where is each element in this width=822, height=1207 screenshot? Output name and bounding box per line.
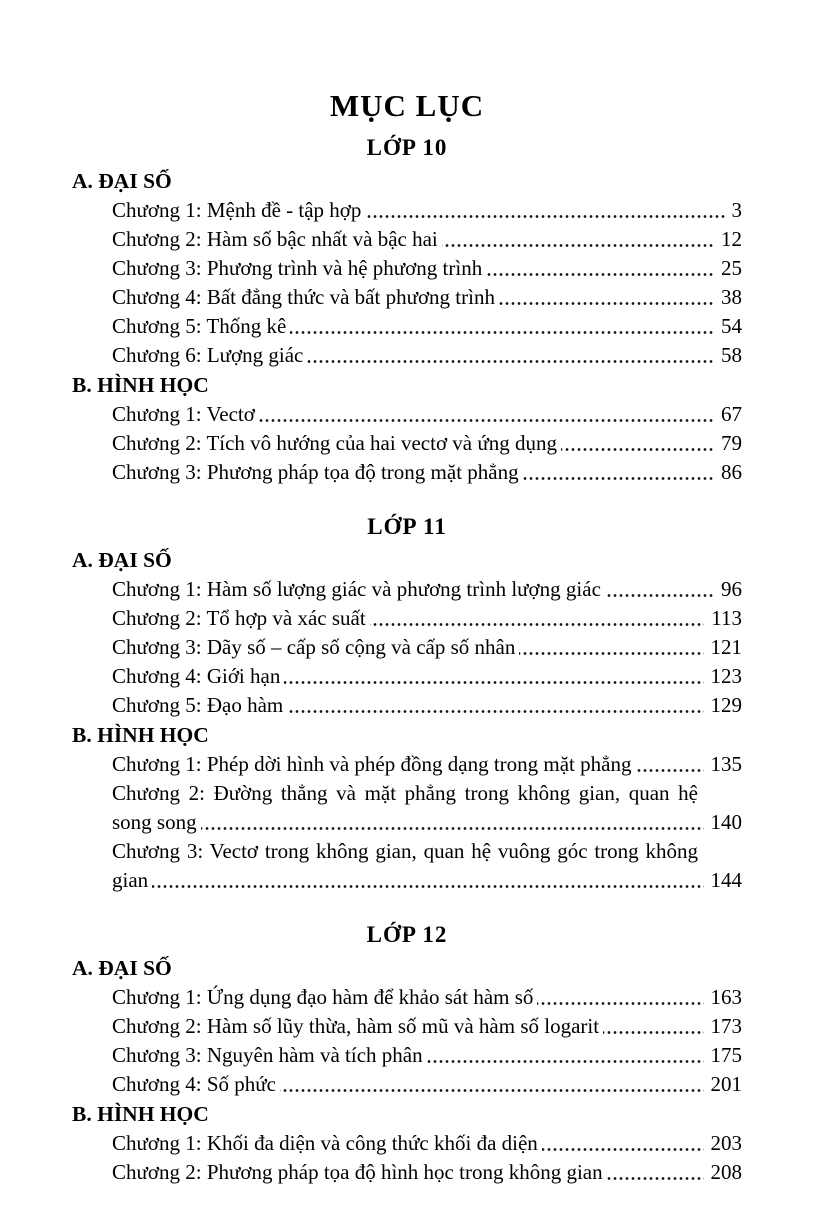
entry-label: Chương 1: Mệnh đề - tập hợp <box>112 198 365 222</box>
entry-page-number: 86 <box>714 458 742 487</box>
entry-label: Chương 3: Vectơ trong không gian, quan hệ vuông góc trong không gian <box>112 839 698 892</box>
entry-label: Chương 1: Hàm số lượng giác và phương trình lượng giác <box>112 577 605 601</box>
toc-entry <box>112 633 742 662</box>
entry-page-number: 58 <box>714 341 742 370</box>
entry-page-number: 12 <box>714 225 742 254</box>
entry-page-number: 129 <box>704 691 743 720</box>
group-title: B. HÌNH HỌC <box>72 723 209 747</box>
toc-entry <box>112 779 742 837</box>
entry-label: Chương 2: Phương pháp tọa độ hình học trong không gian <box>112 1160 607 1184</box>
toc-entry <box>112 575 742 604</box>
entry-page-number: 163 <box>704 983 743 1012</box>
toc-entry <box>112 837 742 895</box>
entry-label: Chương 1: Vectơ <box>112 402 259 426</box>
toc-entry <box>112 983 742 1012</box>
group-title: B. HÌNH HỌC <box>72 373 209 397</box>
entry-label: Chương 4: Giới hạn <box>112 664 284 688</box>
entry-label: Chương 3: Phương trình và hệ phương trình <box>112 256 486 280</box>
entry-label: Chương 2: Tích vô hướng của hai vectơ và ứng dụng <box>112 431 561 455</box>
entry-label: Chương 2: Đường thẳng và mặt phẳng trong không gian, quan hệ song song <box>112 781 698 834</box>
entry-page-number: 25 <box>714 254 742 283</box>
toc-entry <box>112 662 742 691</box>
toc-entry <box>112 225 742 254</box>
entry-label: Chương 6: Lượng giác <box>112 343 307 367</box>
toc-entry <box>112 312 742 341</box>
toc-entry <box>112 196 742 225</box>
entry-label: Chương 2: Hàm số bậc nhất và bậc hai <box>112 227 442 251</box>
section-heading: LỚP 12 <box>366 922 448 947</box>
section-heading: LỚP 10 <box>366 135 448 160</box>
entry-label: Chương 2: Tổ hợp và xác suất <box>112 606 370 630</box>
toc-section <box>72 132 742 487</box>
entry-page-number: 54 <box>714 312 742 341</box>
entry-label: Chương 3: Nguyên hàm và tích phân <box>112 1043 427 1067</box>
entry-page-number: 38 <box>714 283 742 312</box>
entry-label: Chương 4: Bất đẳng thức và bất phương trình <box>112 285 499 309</box>
toc-entry <box>112 1012 742 1041</box>
toc-entry <box>112 1158 742 1187</box>
section-heading: LỚP 11 <box>367 514 447 539</box>
entry-page-number: 203 <box>704 1129 743 1158</box>
toc-entry <box>112 1070 742 1099</box>
group-title: A. ĐẠI SỐ <box>72 548 172 572</box>
entry-page-number: 144 <box>704 866 743 895</box>
entry-label: Chương 5: Thống kê <box>112 314 290 338</box>
toc-entry <box>112 604 742 633</box>
entry-page-number: 201 <box>704 1070 743 1099</box>
toc-section <box>72 511 742 895</box>
entry-label: Chương 2: Hàm số lũy thừa, hàm số mũ và hàm số logarit <box>112 1014 603 1038</box>
entry-label: Chương 4: Số phức <box>112 1072 280 1096</box>
toc-entry <box>112 400 742 429</box>
entry-page-number: 123 <box>704 662 743 691</box>
entry-page-number: 208 <box>704 1158 743 1187</box>
entry-label: Chương 3: Dãy số – cấp số cộng và cấp số nhân <box>112 635 519 659</box>
toc-entry <box>112 750 742 779</box>
entry-page-number: 121 <box>704 633 743 662</box>
entry-page-number: 79 <box>714 429 742 458</box>
entry-label: Chương 1: Khối đa diện và công thức khối đa diện <box>112 1131 542 1155</box>
toc-entry <box>112 691 742 720</box>
page-title: MỤC LỤC <box>329 88 485 123</box>
entry-label: Chương 1: Phép dời hình và phép đồng dạng trong mặt phẳng <box>112 752 635 776</box>
toc-entry <box>112 283 742 312</box>
entry-page-number: 140 <box>704 808 743 837</box>
group-title: A. ĐẠI SỐ <box>72 956 172 980</box>
table-of-contents <box>72 132 742 1187</box>
toc-entry <box>112 1041 742 1070</box>
entry-page-number: 67 <box>714 400 742 429</box>
entry-label: Chương 3: Phương pháp tọa độ trong mặt phẳng <box>112 460 523 484</box>
entry-page-number: 3 <box>725 196 743 225</box>
toc-entry <box>112 254 742 283</box>
entry-label: Chương 1: Ứng dụng đạo hàm để khảo sát hàm số <box>112 985 537 1009</box>
toc-entry <box>112 1129 742 1158</box>
toc-entry <box>112 429 742 458</box>
entry-page-number: 175 <box>704 1041 743 1070</box>
entry-label: Chương 5: Đạo hàm <box>112 693 287 717</box>
entry-page-number: 96 <box>714 575 742 604</box>
toc-entry <box>112 341 742 370</box>
entry-page-number: 113 <box>704 604 742 633</box>
toc-section <box>72 919 742 1187</box>
toc-entry <box>112 458 742 487</box>
entry-page-number: 173 <box>704 1012 743 1041</box>
group-title: B. HÌNH HỌC <box>72 1102 209 1126</box>
entry-page-number: 135 <box>704 750 743 779</box>
group-title: A. ĐẠI SỐ <box>72 169 172 193</box>
